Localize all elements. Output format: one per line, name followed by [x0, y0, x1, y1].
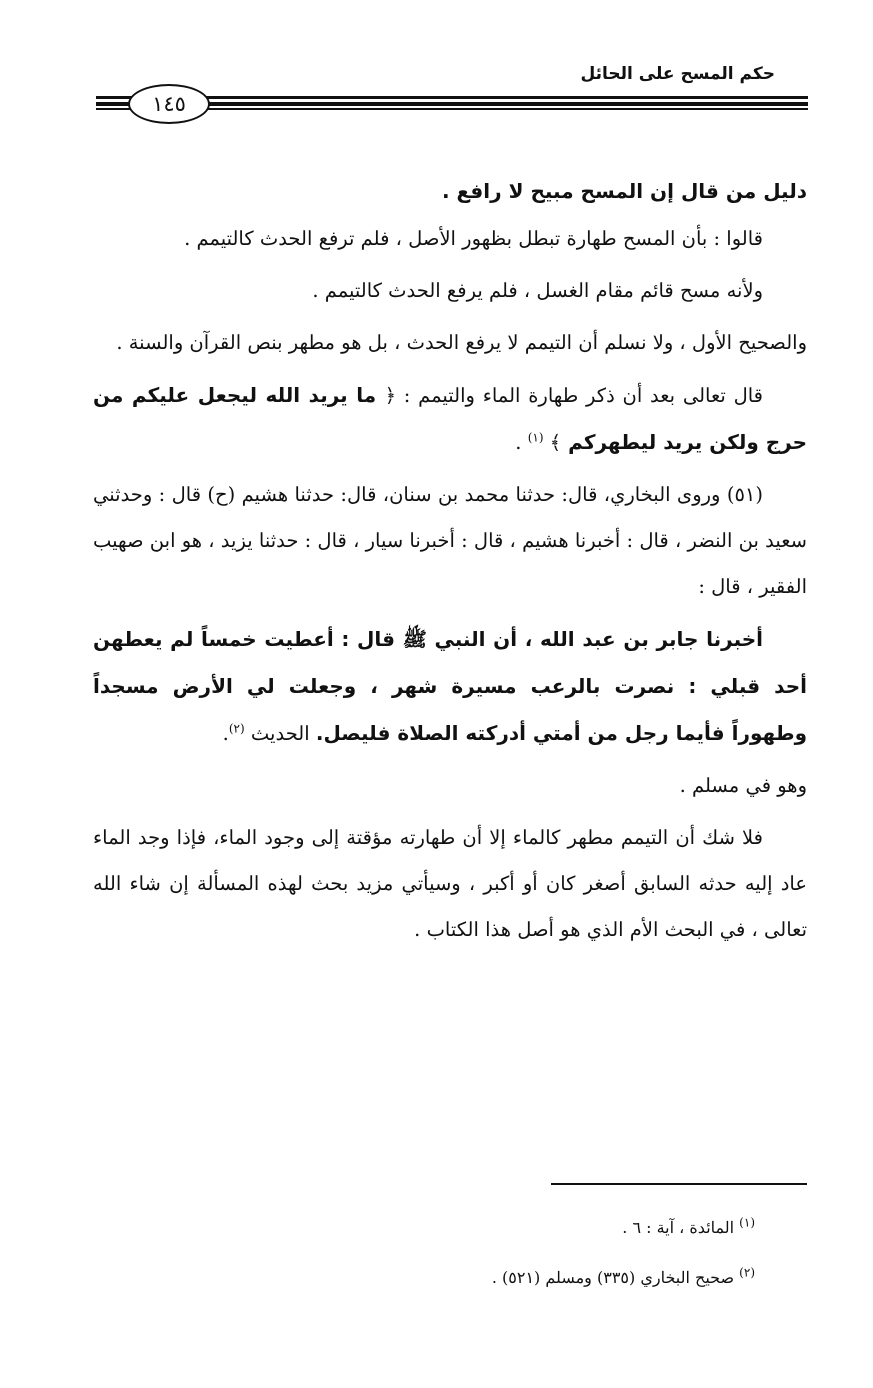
footnote-text: المائدة ، آية : ٦ .: [622, 1218, 740, 1237]
hadith-tail: الحديث: [244, 722, 316, 745]
footnote-ref: (١): [527, 430, 544, 445]
paragraph: والصحيح الأول ، ولا نسلم أن التيمم لا يرفع الحدث ، بل هو مطهر بنص القرآن والسنة .: [116, 331, 807, 354]
hadith-text: أخبرنا جابر بن عبد الله ، أن النبي ﷺ قال : أعطيت خمساً لم يعطهن أحد قبلي : نصرت بالرعب مسيرة شهر ، وجعلت لي الأرض مسجداً وطهوراً فأيما رجل من أمتي أدركته الصلاة فليصل.: [93, 627, 807, 745]
paragraph: قالوا : بأن المسح طهارة تبطل بظهور الأصل ، فلم ترفع الحدث كالتيمم .: [184, 227, 763, 250]
quran-intro: قال تعالى بعد أن ذكر طهارة الماء والتيمم : ﴿: [384, 384, 763, 407]
paragraph: فلا شك أن التيمم مطهر كالماء إلا أن طهارته مؤقتة إلى وجود الماء، فإذا وجد الماء عاد إليه حدثه السابق أصغر كان أو أكبر ، وسيأتي مزيد بحث لهذه المسألة إن شاء الله تعالى ، في البحث الأم الذي هو أصل هذا الكتاب .: [93, 826, 807, 941]
paragraph: وهو في مسلم .: [679, 774, 807, 797]
paragraph-quran: [93, 372, 807, 466]
quran-verse: ما يريد الله ليجعل عليكم من حرج ولكن يريد ليطهركم: [93, 383, 807, 454]
footnote-mark: (١): [739, 1215, 755, 1230]
footnote-mark: (٢): [739, 1265, 755, 1280]
quran-close-bracket: ﴾: [549, 431, 562, 454]
footnote: [115, 1203, 755, 1253]
footnote-text: صحيح البخاري (٣٣٥) ومسلم (٥٢١) .: [491, 1268, 740, 1287]
footnote-ref: (٢): [228, 721, 245, 736]
footnote-rule: [551, 1183, 807, 1185]
sentence-end: .: [515, 431, 528, 454]
paragraph-hadith: [93, 616, 807, 757]
main-text: [93, 168, 807, 959]
paragraph-isnad: (٥١) وروى البخاري، قال: حدثنا محمد بن سنان، قال: حدثنا هشيم (ح) قال : وحدثني سعيد بن النضر ، قال : أخبرنا هشيم ، قال : أخبرنا سيار ، قال : حدثنا يزيد ، هو ابن صهيب الفقير ، قال :: [93, 483, 807, 598]
sentence-end: .: [222, 722, 229, 745]
section-heading: دليل من قال إن المسح مبيح لا رافع .: [441, 179, 807, 203]
footnote: [115, 1253, 755, 1303]
page-number: ١٤٥: [128, 84, 210, 124]
footnotes: [115, 1203, 755, 1303]
paragraph: ولأنه مسح قائم مقام الغسل ، فلم يرفع الحدث كالتيمم .: [312, 279, 763, 302]
running-title: حكم المسح على الحائل: [580, 64, 775, 84]
